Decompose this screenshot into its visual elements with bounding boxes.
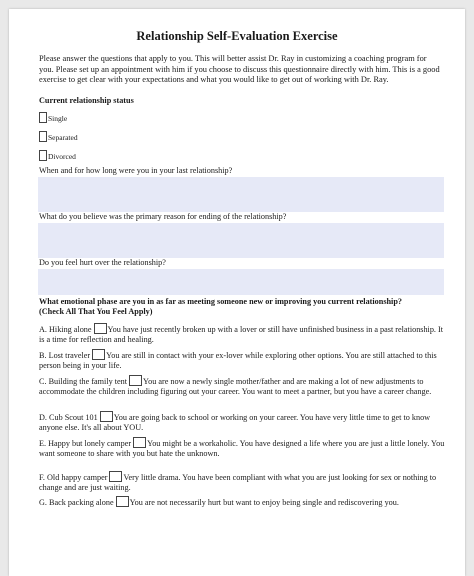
intro-paragraph: Please answer the questions that apply to you. This will better assist Dr. Ray in customizing a coaching program for you. Please set up an appointment with him if you choose to discuss this questionnaire directly with him. This is a good exercise to get clear with your expectations and what you would like to get out of working with Dr. Ray. <box>39 54 440 85</box>
document-page <box>9 9 465 576</box>
status-option-label: Divorced <box>48 152 76 161</box>
phase-letter: E. <box>39 439 47 448</box>
document-title: Relationship Self-Evaluation Exercise <box>136 29 338 43</box>
divorced-checkbox[interactable] <box>39 150 47 161</box>
answer-field-primary-reason[interactable] <box>38 223 444 258</box>
lost-traveler-checkbox[interactable] <box>92 349 105 360</box>
building-family-tent-checkbox[interactable] <box>129 375 142 386</box>
status-option-divorced[interactable] <box>39 149 76 161</box>
back-packing-alone-checkbox[interactable] <box>116 496 129 507</box>
phase-item-e <box>39 437 447 459</box>
hiking-alone-checkbox[interactable] <box>94 323 107 334</box>
status-option-single[interactable] <box>39 111 67 123</box>
phase-heading: What emotional phase are you in as far as meeting someone new or improving you current relationship? <box>39 297 402 306</box>
phase-description: You are still in contact with your ex-lover while exploring other options. You are still attached to this person being in your life. <box>39 351 437 370</box>
phase-label: Hiking alone <box>49 325 92 334</box>
phase-item-c <box>39 375 447 397</box>
phase-item-a <box>39 323 447 345</box>
phase-item-b <box>39 349 447 371</box>
phase-letter: B. <box>39 351 47 360</box>
phase-description: You are now a newly single mother/father and are making a lot of new adjustments to accommodate the children including figuring out your career. You want to meet a partner, but you have a career change. <box>39 377 432 396</box>
phase-description: Very little drama. You have been compliant with what you are just looking for sex or nothing to change and are just waiting. <box>39 473 437 492</box>
phase-letter: A. <box>39 325 47 334</box>
phase-description: You are not necessarily hurt but want to enjoy being single and rediscovering you. <box>129 498 399 507</box>
phase-item-f <box>39 471 447 493</box>
phase-subheading: (Check All That You Feel Apply) <box>39 307 153 316</box>
phase-item-d <box>39 411 447 433</box>
question-primary-reason: What do you believe was the primary reason for ending of the relationship? <box>39 212 287 221</box>
question-feel-hurt: Do you feel hurt over the relationship? <box>39 258 166 267</box>
separated-checkbox[interactable] <box>39 131 47 142</box>
phase-description: You have just recently broken up with a lover or still have unfinished business in a past relationship. It is a time for reflection and healing. <box>39 325 444 344</box>
phase-letter: D. <box>39 413 47 422</box>
answer-field-feel-hurt[interactable] <box>38 269 444 295</box>
answer-field-last-relationship[interactable] <box>38 177 444 212</box>
status-option-label: Single <box>48 114 68 123</box>
status-option-separated[interactable] <box>39 130 78 142</box>
phase-label: Building the family tent <box>48 377 128 386</box>
status-option-label: Separated <box>48 133 78 142</box>
phase-letter: C. <box>39 377 47 386</box>
phase-description: You might be a workaholic. You have designed a life where you are just a little lonely. You want someone to share with you but hate the unknown. <box>39 439 445 458</box>
status-heading: Current relationship status <box>39 96 134 105</box>
phase-label: Old happy camper <box>47 473 108 482</box>
phase-letter: G. <box>39 498 47 507</box>
cub-scout-checkbox[interactable] <box>100 411 113 422</box>
happy-lonely-camper-checkbox[interactable] <box>133 437 146 448</box>
phase-label: Back packing alone <box>49 498 114 507</box>
phase-label: Lost traveler <box>48 351 91 360</box>
old-happy-camper-checkbox[interactable] <box>109 471 122 482</box>
phase-letter: F. <box>39 473 45 482</box>
phase-label: Cub Scout 101 <box>49 413 98 422</box>
phase-description: You are going back to school or working on your career. You have very little time to get to know anyone else. It's all about YOU. <box>39 413 431 432</box>
single-checkbox[interactable] <box>39 112 47 123</box>
phase-item-g <box>39 496 447 508</box>
phase-label: Happy but lonely camper <box>48 439 132 448</box>
question-last-relationship: When and for how long were you in your last relationship? <box>39 166 233 175</box>
